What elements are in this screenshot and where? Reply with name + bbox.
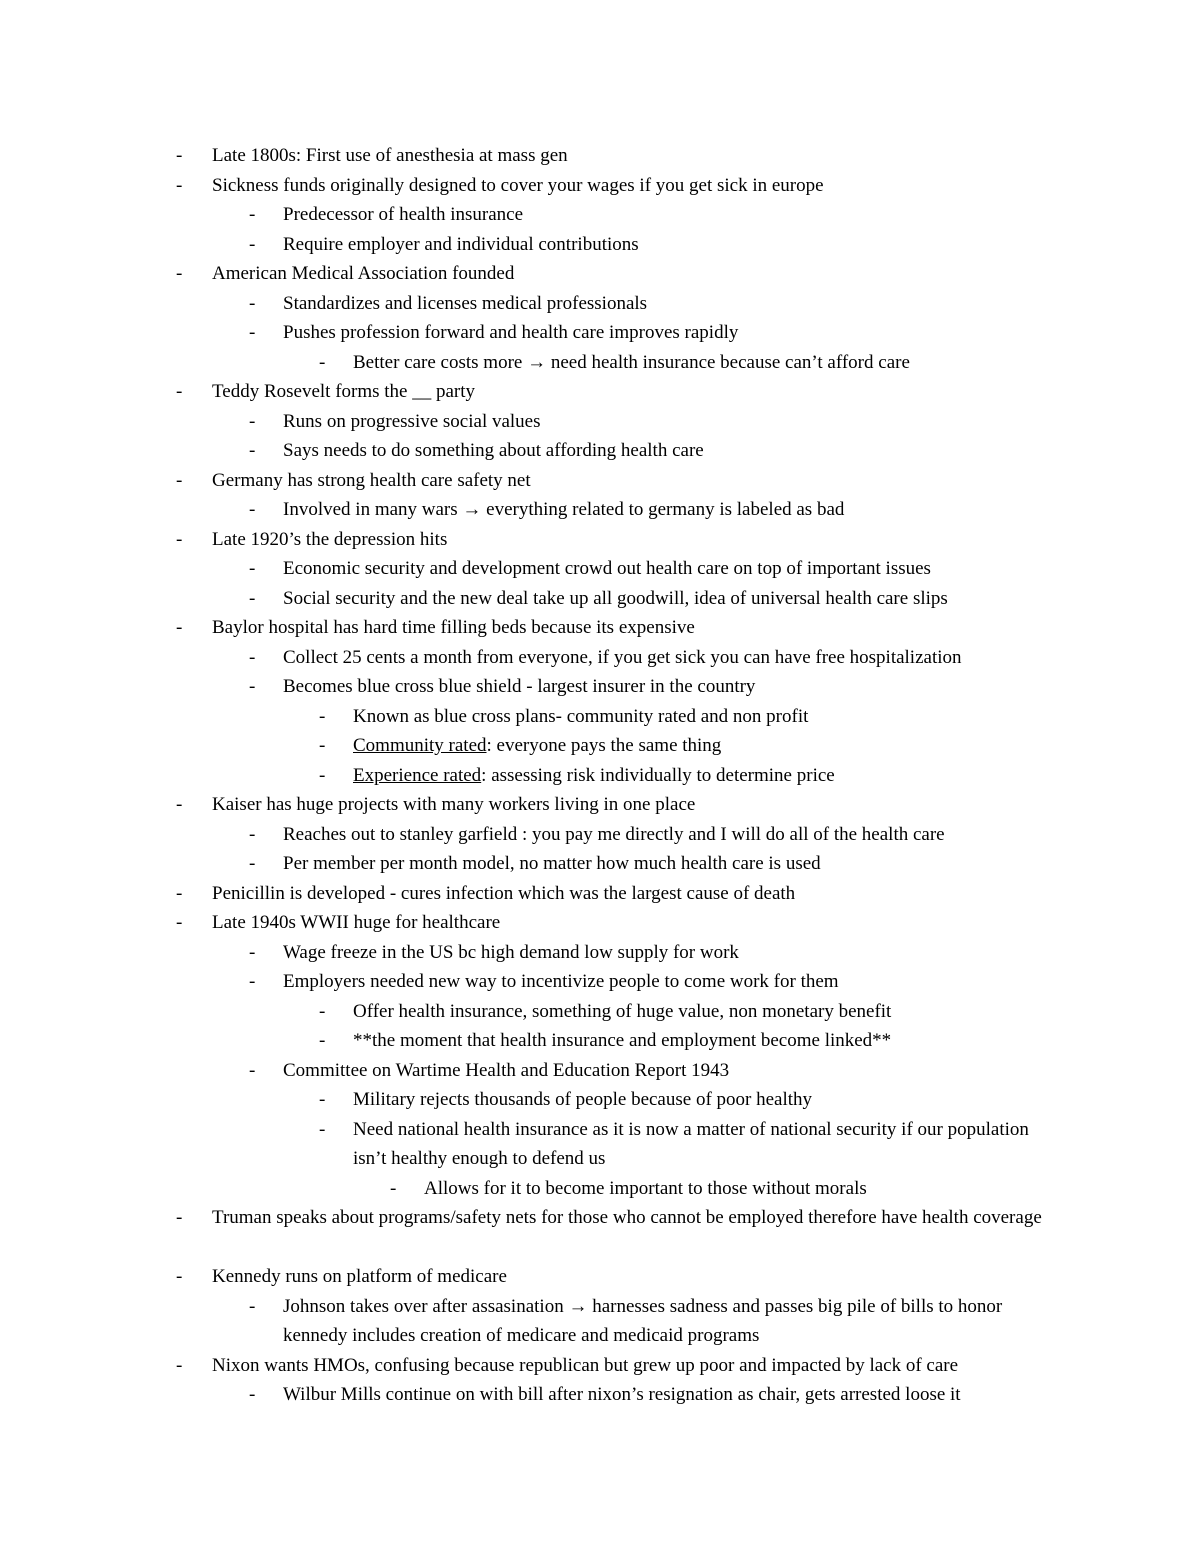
bullet-text: Committee on Wartime Health and Education Report 1943 <box>283 1059 730 1081</box>
bullet-text: Germany has strong health care safety net <box>212 469 531 491</box>
bullet-item-level-1 <box>0 495 1200 525</box>
bullet-item-level-1 <box>0 1056 1200 1086</box>
bullet-dash: - <box>249 853 256 874</box>
bullet-dash: - <box>249 410 256 432</box>
bullet-text: Collect 25 cents a month from everyone, if you get sick you can have free hospitalization <box>283 646 962 668</box>
bullet-dash: - <box>176 617 183 638</box>
bullet-dash: - <box>249 1295 256 1317</box>
bullet-dash: - <box>249 440 256 461</box>
bullet-dash: - <box>176 263 183 284</box>
bullet-text: Per member per month model, no matter how much health care is used <box>283 853 821 874</box>
bullet-text: Known as blue cross plans- community rated and non profit <box>353 705 809 727</box>
bullet-text: American Medical Association founded <box>212 263 515 284</box>
bullet-dash: - <box>176 381 183 402</box>
bullet-dash: - <box>249 233 256 255</box>
bullet-dash: - <box>249 587 256 609</box>
bullet-dash: - <box>176 528 183 550</box>
bullet-item-level-2 <box>0 1115 1200 1174</box>
bullet-item-level-1 <box>0 1292 1200 1351</box>
bullet-text <box>353 731 1053 761</box>
underlined-term: Experience rated <box>353 764 482 786</box>
bullet-dash: - <box>249 971 256 992</box>
bullet-item-level-1 <box>0 849 1200 879</box>
bullet-item-level-1 <box>0 1380 1200 1410</box>
bullet-text: Involved in many wars → everything related to germany is labeled as bad <box>283 499 845 520</box>
bullet-item-level-0 <box>0 908 1200 938</box>
bullet-text: **the moment that health insurance and employment become linked** <box>353 1030 892 1051</box>
bullet-dash: - <box>319 351 326 373</box>
bullet-item-level-0 <box>0 259 1200 289</box>
bullet-item-level-1 <box>0 407 1200 437</box>
bullet-dash: - <box>176 469 183 491</box>
bullet-dash: - <box>176 1266 183 1287</box>
bullet-item-level-0 <box>0 466 1200 496</box>
bullet-item-level-0 <box>0 171 1200 201</box>
bullet-text: Runs on progressive social values <box>283 410 541 432</box>
bullet-text: Wage freeze in the US bc high demand low supply for work <box>283 941 739 963</box>
bullet-item-level-2 <box>0 997 1200 1027</box>
bullet-dash: - <box>176 145 183 166</box>
bullet-item-level-2 <box>0 1026 1200 1056</box>
underlined-term: Community rated <box>353 735 487 756</box>
bullet-item-level-0 <box>0 879 1200 909</box>
term-definition: : assessing risk individually to determine price <box>481 764 835 786</box>
bullet-text: Reaches out to stanley garfield : you pay me directly and I will do all of the health care <box>283 823 945 845</box>
bullet-text: Johnson takes over after assasination → harnesses sadness and passes big pile of bills to honor kennedy includes creation of medicare and medicaid programs <box>283 1295 1003 1346</box>
bullet-item-level-1 <box>0 554 1200 584</box>
bullet-item-level-2 <box>0 348 1200 378</box>
bullet-text: Late 1920’s the depression hits <box>212 528 448 550</box>
bullet-text: Pushes profession forward and health care improves rapidly <box>283 322 739 343</box>
bullet-text: Baylor hospital has hard time filling beds because its expensive <box>212 617 695 638</box>
bullet-dash: - <box>319 1118 326 1140</box>
bullet-text: Late 1800s: First use of anesthesia at mass gen <box>212 145 568 166</box>
bullet-item-level-1 <box>0 820 1200 850</box>
bullet-item-level-1 <box>0 672 1200 702</box>
bullet-item-level-0 <box>0 141 1200 171</box>
bullet-dash: - <box>249 1384 256 1405</box>
bullet-text: Nixon wants HMOs, confusing because republican but grew up poor and impacted by lack of care <box>212 1354 959 1376</box>
bullet-item-level-0 <box>0 377 1200 407</box>
bullet-dash: - <box>319 705 326 727</box>
bullet-text: Standardizes and licenses medical professionals <box>283 292 648 314</box>
bullet-dash: - <box>249 292 256 314</box>
bullet-dash: - <box>176 794 183 815</box>
bullet-item-level-0 <box>0 790 1200 820</box>
bullet-dash: - <box>249 1059 256 1081</box>
bullet-dash: - <box>176 1354 183 1376</box>
term-definition: : everyone pays the same thing <box>486 735 722 756</box>
bullet-item-level-1 <box>0 230 1200 260</box>
notes-list <box>0 141 1200 1410</box>
bullet-text: Offer health insurance, something of huge value, non monetary benefit <box>353 1000 892 1022</box>
bullet-text: Wilbur Mills continue on with bill after nixon’s resignation as chair, gets arrested loose it <box>283 1384 961 1405</box>
bullet-text: Kaiser has huge projects with many workers living in one place <box>212 794 696 815</box>
bullet-dash: - <box>319 1000 326 1022</box>
bullet-dash: - <box>249 646 256 668</box>
bullet-text <box>353 761 1053 791</box>
bullet-text: Late 1940s WWII huge for healthcare <box>212 912 501 933</box>
bullet-dash: - <box>319 1030 326 1051</box>
bullet-item-level-1 <box>0 967 1200 997</box>
bullet-item-level-2 <box>0 761 1200 791</box>
bullet-text: Need national health insurance as it is now a matter of national security if our population isn’t healthy enough to defend us <box>353 1118 1029 1169</box>
bullet-dash: - <box>319 764 326 786</box>
bullet-text: Teddy Rosevelt forms the __ party <box>212 381 476 402</box>
bullet-text: Social security and the new deal take up all goodwill, idea of universal health care slips <box>283 587 948 609</box>
bullet-text: Military rejects thousands of people because of poor healthy <box>353 1089 813 1110</box>
bullet-item-level-1 <box>0 584 1200 614</box>
bullet-item-level-0 <box>0 613 1200 643</box>
bullet-dash: - <box>176 1207 183 1228</box>
bullet-dash: - <box>249 676 256 697</box>
bullet-text: Kennedy runs on platform of medicare <box>212 1266 507 1287</box>
bullet-text: Predecessor of health insurance <box>283 204 524 225</box>
bullet-item-level-0 <box>0 1203 1200 1262</box>
bullet-text: Employers needed new way to incentivize people to come work for them <box>283 971 839 992</box>
bullet-dash: - <box>176 912 183 933</box>
bullet-dash: - <box>176 174 183 196</box>
bullet-dash: - <box>176 882 183 904</box>
bullet-item-level-0 <box>0 525 1200 555</box>
bullet-dash: - <box>249 941 256 963</box>
bullet-item-level-1 <box>0 436 1200 466</box>
bullet-item-level-2 <box>0 731 1200 761</box>
bullet-item-level-0 <box>0 1262 1200 1292</box>
bullet-text: Require employer and individual contributions <box>283 233 639 255</box>
bullet-item-level-2 <box>0 702 1200 732</box>
bullet-text: Allows for it to become important to those without morals <box>424 1177 867 1199</box>
bullet-dash: - <box>249 558 256 579</box>
bullet-text: Sickness funds originally designed to cover your wages if you get sick in europe <box>212 174 824 196</box>
bullet-item-level-1 <box>0 200 1200 230</box>
bullet-item-level-2 <box>0 1085 1200 1115</box>
bullet-text: Penicillin is developed - cures infection which was the largest cause of death <box>212 882 796 904</box>
bullet-dash: - <box>249 204 256 225</box>
bullet-item-level-1 <box>0 289 1200 319</box>
bullet-text: Says needs to do something about affording health care <box>283 440 704 461</box>
bullet-text: Better care costs more → need health insurance because can’t afford care <box>353 351 910 373</box>
bullet-text: Economic security and development crowd out health care on top of important issues <box>283 558 931 579</box>
bullet-text: Becomes blue cross blue shield - largest insurer in the country <box>283 676 756 697</box>
bullet-item-level-0 <box>0 1351 1200 1381</box>
bullet-dash: - <box>249 823 256 845</box>
bullet-item-level-1 <box>0 643 1200 673</box>
bullet-item-level-1 <box>0 938 1200 968</box>
bullet-dash: - <box>249 322 256 343</box>
bullet-item-level-3 <box>0 1174 1200 1204</box>
bullet-dash: - <box>390 1177 397 1199</box>
bullet-dash: - <box>249 499 256 520</box>
bullet-text: Truman speaks about programs/safety nets for those who cannot be employed therefore have health coverage <box>212 1207 1042 1228</box>
bullet-item-level-1 <box>0 318 1200 348</box>
bullet-dash: - <box>319 735 326 756</box>
bullet-dash: - <box>319 1089 326 1110</box>
